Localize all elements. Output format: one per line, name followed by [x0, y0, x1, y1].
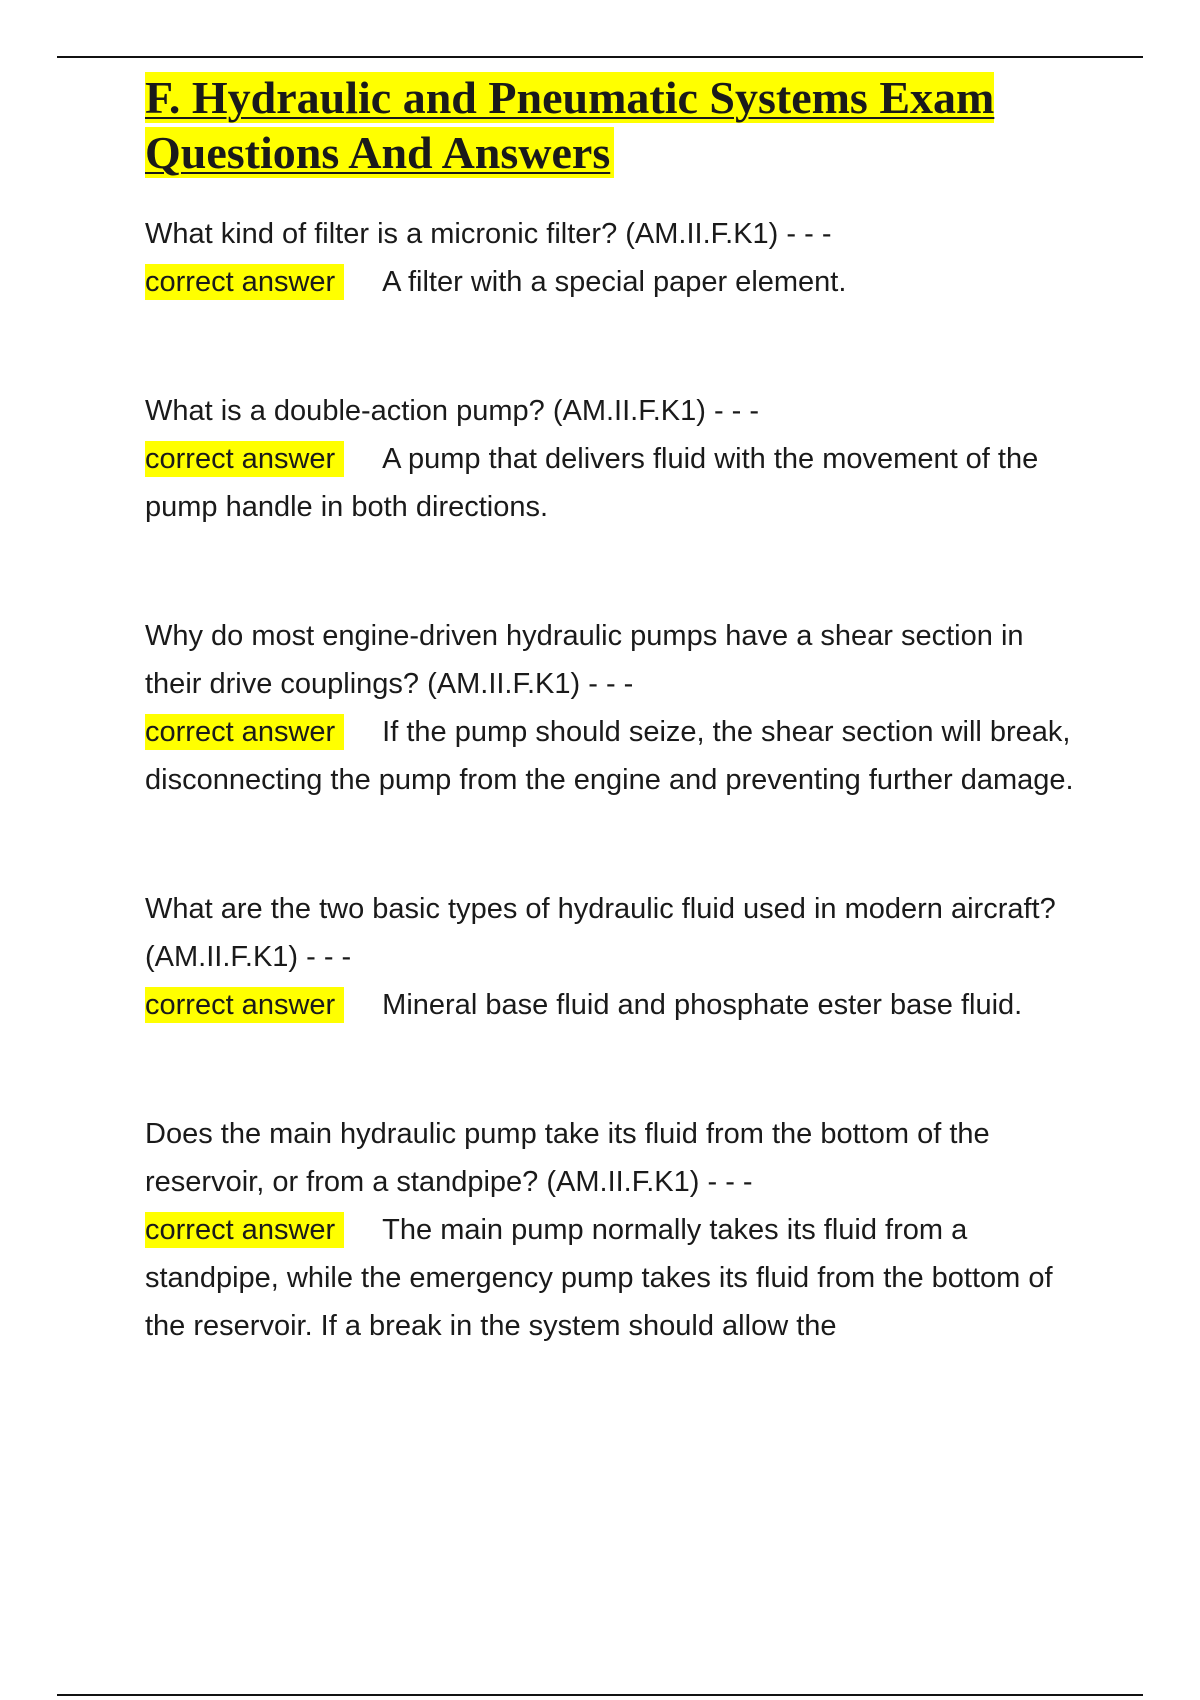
question-text: What are the two basic types of hydraulic fluid used in modern aircraft? (AM.II.F.K1) - - -: [145, 893, 1056, 973]
correct-answer-label: correct answer: [145, 987, 344, 1023]
question-text: Does the main hydraulic pump take its fluid from the bottom of the reservoir, or from a standpipe? (AM.II.F.K1) - - -: [145, 1118, 990, 1198]
answer-text: The main pump normally takes its fluid from a standpipe, while the emergency pump takes its fluid from the bottom of the reservoir. If a break in the system should allow the: [145, 1214, 1053, 1342]
answer-text: A filter with a special paper element.: [382, 266, 847, 298]
answer-paragraph: [145, 708, 1085, 804]
qa-item: [145, 387, 1085, 531]
top-rule: [57, 56, 1143, 58]
bottom-rule: [57, 1694, 1143, 1696]
qa-item: [145, 612, 1085, 804]
answer-text: Mineral base fluid and phosphate ester base fluid.: [382, 989, 1023, 1021]
answer-paragraph: [145, 981, 1085, 1029]
answer-text: If the pump should seize, the shear section will break, disconnecting the pump from the engine and preventing further damage.: [145, 716, 1074, 796]
answer-paragraph: [145, 435, 1085, 531]
answer-paragraph: [145, 1206, 1085, 1350]
correct-answer-label: correct answer: [145, 264, 344, 300]
answer-paragraph: [145, 258, 1085, 306]
correct-answer-label: correct answer: [145, 1212, 344, 1248]
correct-answer-label: correct answer: [145, 441, 344, 477]
title-text: F. Hydraulic and Pneumatic Systems Exam Questions And Answers: [145, 72, 995, 178]
question-text: What kind of filter is a micronic filter? (AM.II.F.K1) - - -: [145, 218, 832, 250]
question-text: What is a double-action pump? (AM.II.F.K1) - - -: [145, 395, 760, 427]
document-body: [145, 70, 1085, 1350]
qa-item: [145, 885, 1085, 1029]
qa-item: [145, 210, 1085, 306]
document-title: [145, 70, 1085, 180]
answer-text: A pump that delivers fluid with the movement of the pump handle in both directions.: [145, 443, 1039, 523]
question-text: Why do most engine-driven hydraulic pumps have a shear section in their drive couplings? (AM.II.F.K1) - - -: [145, 620, 1024, 700]
correct-answer-label: correct answer: [145, 714, 344, 750]
qa-item: [145, 1110, 1085, 1350]
